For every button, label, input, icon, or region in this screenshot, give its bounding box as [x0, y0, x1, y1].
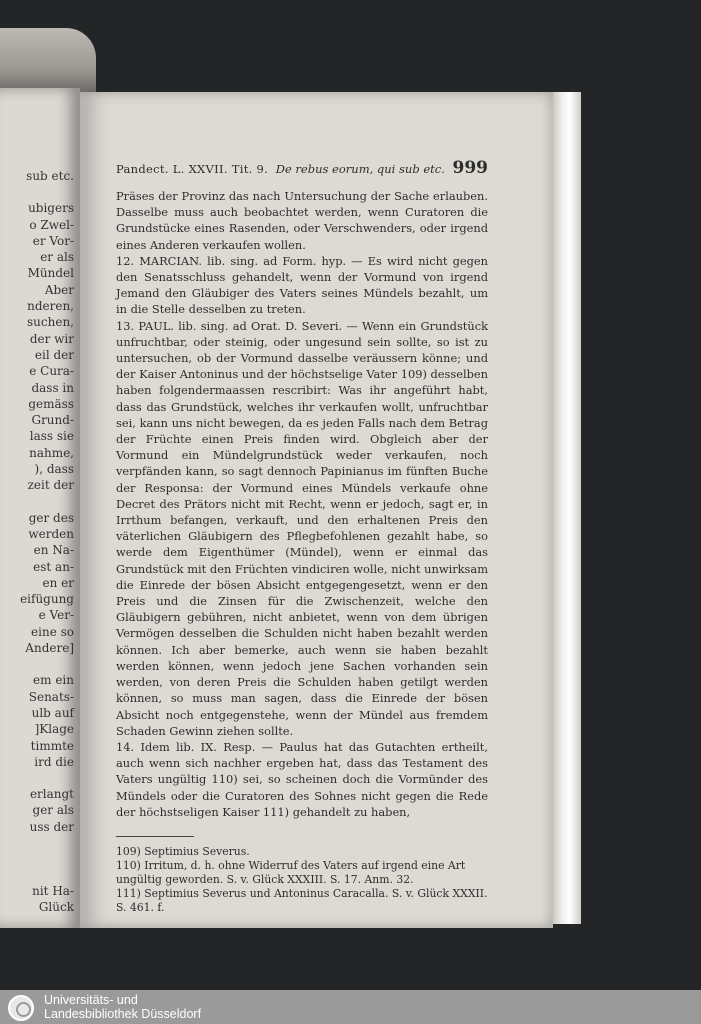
left-page-line: Glück [38, 900, 74, 915]
left-page-line: ]Klage [34, 722, 74, 737]
left-page-line: ger des [28, 510, 74, 525]
paragraph: 13. PAUL. lib. sing. ad Orat. D. Severi. — Wenn ein Grundstück unfruchtbar, oder steinig, oder ungesund sein sollte, so ist zu untersuchen, ob der Vormund dasselbe veräussern könne; und der Kaiser Antoninus und der höchstselige Vater 109) desselben haben folgendermaassen rescribirt: Was ihr angeführt habt, dass das Grundstück, welches ihr verkaufen wollt, unfruchtbar sei, kann uns nicht bewegen, da es jeden Falls nach dem Betrag der Früchte einen Preis finden wird. Obgleich aber der Vormund ein Mündelgrundstück weder verkaufen, noch verpfänden kann, so sagt dennoch Papinianus im fünften Buche der Responsa: der Vormund eines Mündels verkaufe ohne Decret des Prätors nicht mit Recht, wenn er jedoch, sagt er, in Irrthum befangen, verkauft, und den erhaltenen Preis den väterlichen Gläubigern des Pflegbefohlenen gezahlt habe, so werde dem Eigenthümer (Mündel), wenn er einmal das Grundstück mit den Früchten vindiciren wolle, nicht unwirksam die Einrede der bösen Absicht entgegengesetzt, wenn er den Preis und die Zinsen für die Zwischenzeit, welche den Gläubigern gebühren, nicht anbietet, wenn von dem übrigen Vermögen desselben die Schulden nicht haben bezahlt werden können. Ich aber bemerke, auch wenn sie haben bezahlt werden können, wenn jedoch jene Sachen vorhanden sein werden, von deren Preis die Schulden haben getilgt werden können, so muss man sagen, dass die Einrede der bösen Absicht noch entgegenstehe, wenn der Mündel aus fremdem Schaden Gewinn ziehen sollte. [116, 318, 488, 738]
footnote-divider [116, 836, 194, 837]
left-page-line: zeit der [27, 478, 74, 493]
footnote: 110) Irritum, d. h. ohne Widerruf des Vaters auf irgend eine Art ungültig geworden. S. v. Glück XXXIII. S. 17. Anm. 32. [116, 858, 466, 886]
left-page-line [0, 184, 74, 200]
footnote: 109) Septimius Severus. [116, 844, 250, 858]
left-page-text [0, 168, 74, 916]
left-page-line: ), dass [34, 462, 74, 477]
left-page-line: em ein [33, 673, 74, 688]
page-number: 999 [452, 158, 488, 178]
institution-name [44, 993, 201, 1021]
paragraph: Präses der Provinz das nach Untersuchung der Sache erlauben. Dasselbe muss auch beobachtet werden, wenn Curatoren die Grundstücke eines Rasenden, oder Verschwenders, oder irgend eines Anderen verkaufen wollen. [116, 189, 488, 252]
left-page-line: e Ver- [38, 608, 74, 623]
paragraph: 14. Idem lib. IX. Resp. — Paulus hat das Gutachten ertheilt, auch wenn sich nachher ergeben hat, dass das Testament des Vaters ungültig 110) sei, so scheinen doch die Vormünder des Mündels oder die Curatoren des Sohnes nicht gegen die Rede der höchstseligen Kaiser 111) gehandelt zu haben, [116, 739, 488, 819]
left-page-line: Aber [44, 282, 74, 297]
left-page-line: ger als [32, 803, 74, 818]
left-page-line: gemäss [28, 396, 74, 411]
left-page-line: Andere] [25, 641, 74, 656]
left-page-line: suchen, [27, 315, 74, 330]
left-page-line: est an- [33, 559, 74, 574]
left-page-line: Mündel [27, 266, 74, 281]
left-page-line: ird die [34, 754, 74, 769]
running-title: Pandect. L. XXVII. Tit. 9. [116, 162, 269, 176]
left-page-line [0, 656, 74, 672]
left-page-line: e Cura- [29, 364, 74, 379]
left-page-line [0, 494, 74, 510]
left-page-line: nderen, [27, 299, 74, 314]
left-page-line: Grund- [31, 413, 74, 428]
left-page-line: eine so [31, 624, 74, 639]
page-edge [553, 92, 581, 924]
left-page [0, 88, 80, 928]
left-page-line: ulb auf [31, 705, 74, 720]
footnote: 111) Septimius Severus und Antoninus Caracalla. S. v. Glück XXXII. S. 461. f. [116, 886, 488, 914]
left-page-line: sub etc. [26, 169, 74, 183]
left-page-line: timmte [30, 738, 74, 753]
footnotes [116, 845, 488, 915]
left-page-line: eil der [34, 347, 74, 362]
institution-line-2: Landesbibliothek Düsseldorf [44, 1007, 202, 1021]
left-page-line: nahme, [29, 445, 74, 460]
left-page-line: er Vor- [32, 233, 74, 248]
running-header [116, 158, 488, 178]
section-title: De rebus eorum, qui sub etc. [275, 162, 445, 176]
left-page-line: en Na- [33, 543, 74, 558]
left-page-line: en er [42, 575, 74, 590]
library-footer [0, 990, 701, 1024]
left-page-line: uss der [29, 819, 74, 834]
library-logo-icon [8, 995, 34, 1021]
body-text [116, 188, 488, 820]
left-page-line: nit Ha- [32, 883, 74, 898]
left-page-line [0, 835, 74, 851]
left-page-line: werden [28, 526, 74, 541]
institution-line-1: Universitäts- und [44, 993, 138, 1007]
left-page-line [0, 867, 74, 883]
left-page-line: o Zwel- [29, 217, 74, 232]
page-content [116, 158, 488, 915]
left-page-line: ubigers [28, 201, 74, 216]
left-page-line: dass in [31, 380, 74, 395]
left-page-line: erlangt [29, 787, 74, 802]
left-page-line [0, 770, 74, 786]
left-page-line: lass sie [29, 429, 74, 444]
left-page-line: der wir [29, 331, 74, 346]
paragraph: 12. MARCIAN. lib. sing. ad Form. hyp. — Es wird nicht gegen den Senatsschluss gehandelt, wenn der Vormund von irgend Jemand den Gläubiger des Vaters seines Mündels bezahlt, um in die Stelle desselben zu treten. [116, 253, 488, 317]
left-page-line [0, 851, 74, 867]
left-page-line: Senats- [28, 689, 74, 704]
left-page-line: eifügung [20, 592, 74, 607]
left-page-line: er als [40, 250, 74, 265]
